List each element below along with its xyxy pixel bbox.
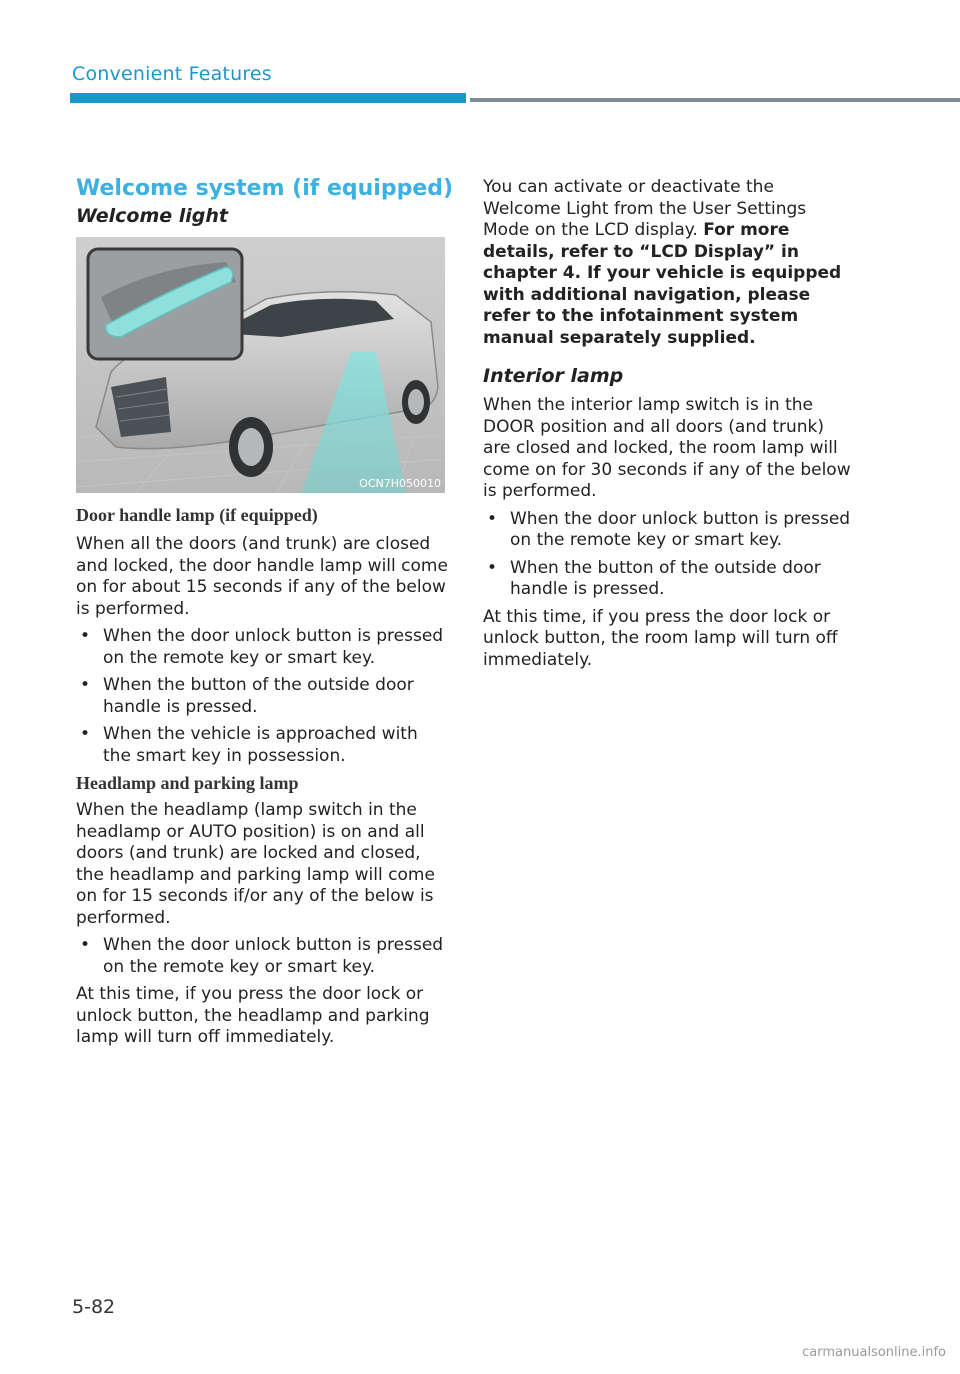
figure-code: OCN7H050010 <box>359 477 441 490</box>
car-illustration <box>76 237 445 493</box>
door-handle-title: Door handle lamp (if equipped) <box>76 505 318 525</box>
interior-lamp-outro: At this time, if you press the door lock or unlock button, the room lamp will turn off immediately. <box>483 606 838 670</box>
door-handle-intro: When all the doors (and trunk) are closed and locked, the door handle lamp will come on for about 15 seconds if any of the below is performed. <box>76 534 448 619</box>
right-column <box>483 177 851 671</box>
headlamp-intro: When the headlamp (lamp switch in the headlamp or AUTO position) is on and all doors (and trunk) are locked and closed, the headlamp and parking lamp will come on for 15 seconds if/or any of the below is performed. <box>76 800 435 928</box>
welcome-light-figure <box>76 237 445 493</box>
page-number: 5-82 <box>72 1296 116 1318</box>
interior-lamp-intro: When the interior lamp switch is in the DOOR position and all doors (and trunk) are closed and locked, the room lamp will come on for 30 seconds if any of the below is performed. <box>483 395 851 501</box>
list-item: • When the door unlock button is pressed on the remote key or smart key. <box>80 626 444 668</box>
list-item: • When the door unlock button is pressed on the remote key or smart key. <box>487 508 851 550</box>
door-handle-list <box>76 626 448 767</box>
headlamp-outro: At this time, if you press the door lock or unlock button, the headlamp and parking lamp will turn off immediately. <box>76 984 430 1047</box>
footer-watermark: carmanualsonline.info <box>802 1345 946 1360</box>
door-handle-section <box>76 505 448 1049</box>
headlamp-list <box>76 935 448 978</box>
header-rule-accent <box>70 93 466 103</box>
list-item: • When the button of the outside door handle is pressed. <box>487 557 821 599</box>
header-rule <box>470 98 960 102</box>
welcome-light-settings: You can activate or deactivate the Welcome Light from the User Settings Mode on the LCD display. For more details, refer to “LCD Display” in chapter 4. If your vehicle is equipped with additional navigation, please refer to the infotainment system manual separately supplied. <box>483 177 842 348</box>
section-title: Convenient Features <box>72 63 272 85</box>
headlamp-title: Headlamp and parking lamp <box>76 773 299 793</box>
section-heading: Welcome system (if equipped) <box>76 176 454 201</box>
list-item: • When the button of the outside door handle is pressed. <box>80 675 414 717</box>
interior-lamp-list <box>483 509 851 601</box>
interior-lamp-heading: Interior lamp <box>483 365 624 387</box>
list-item: • When the door unlock button is pressed on the remote key or smart key. <box>80 935 444 977</box>
subsection-heading: Welcome light <box>76 205 228 227</box>
list-item: • When the vehicle is approached with the smart key in possession. <box>80 724 418 766</box>
